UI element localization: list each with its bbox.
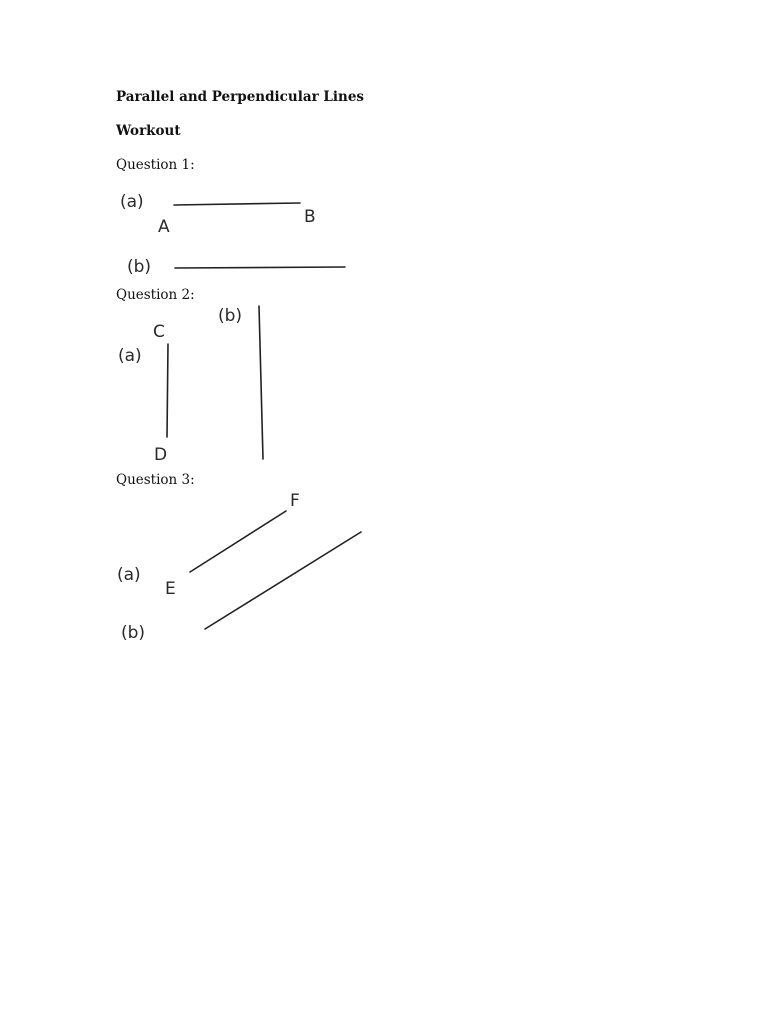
point-e-label: E (165, 579, 176, 599)
line-segment-cd (167, 344, 168, 437)
question-1-drawing (120, 192, 345, 277)
point-f-label: F (290, 491, 300, 511)
point-a-label: A (158, 217, 170, 237)
q3-part-a-tag: (a) (117, 565, 141, 585)
section-heading: Workout (116, 123, 181, 139)
q3-part-b-tag: (b) (121, 623, 146, 643)
line-segment-ab (174, 203, 300, 205)
question-2-drawing (118, 306, 263, 465)
question-3-drawing (117, 491, 361, 643)
line-segment-ef (190, 511, 286, 572)
q1-part-b-tag: (b) (127, 257, 152, 277)
document-title: Parallel and Perpendicular Lines (116, 89, 365, 105)
q1-answer-line (175, 267, 345, 268)
question-2-label: Question 2: (116, 287, 195, 303)
point-b-label: B (304, 207, 316, 227)
point-c-label: C (153, 322, 165, 342)
q2-part-a-tag: (a) (118, 346, 142, 366)
q2-part-b-tag: (b) (218, 306, 243, 326)
q1-part-a-tag: (a) (120, 192, 144, 212)
point-d-label: D (154, 445, 168, 465)
question-3-label: Question 3: (116, 472, 195, 488)
q3-answer-line (205, 532, 361, 629)
q2-answer-line (259, 306, 263, 459)
question-1-label: Question 1: (116, 157, 195, 173)
